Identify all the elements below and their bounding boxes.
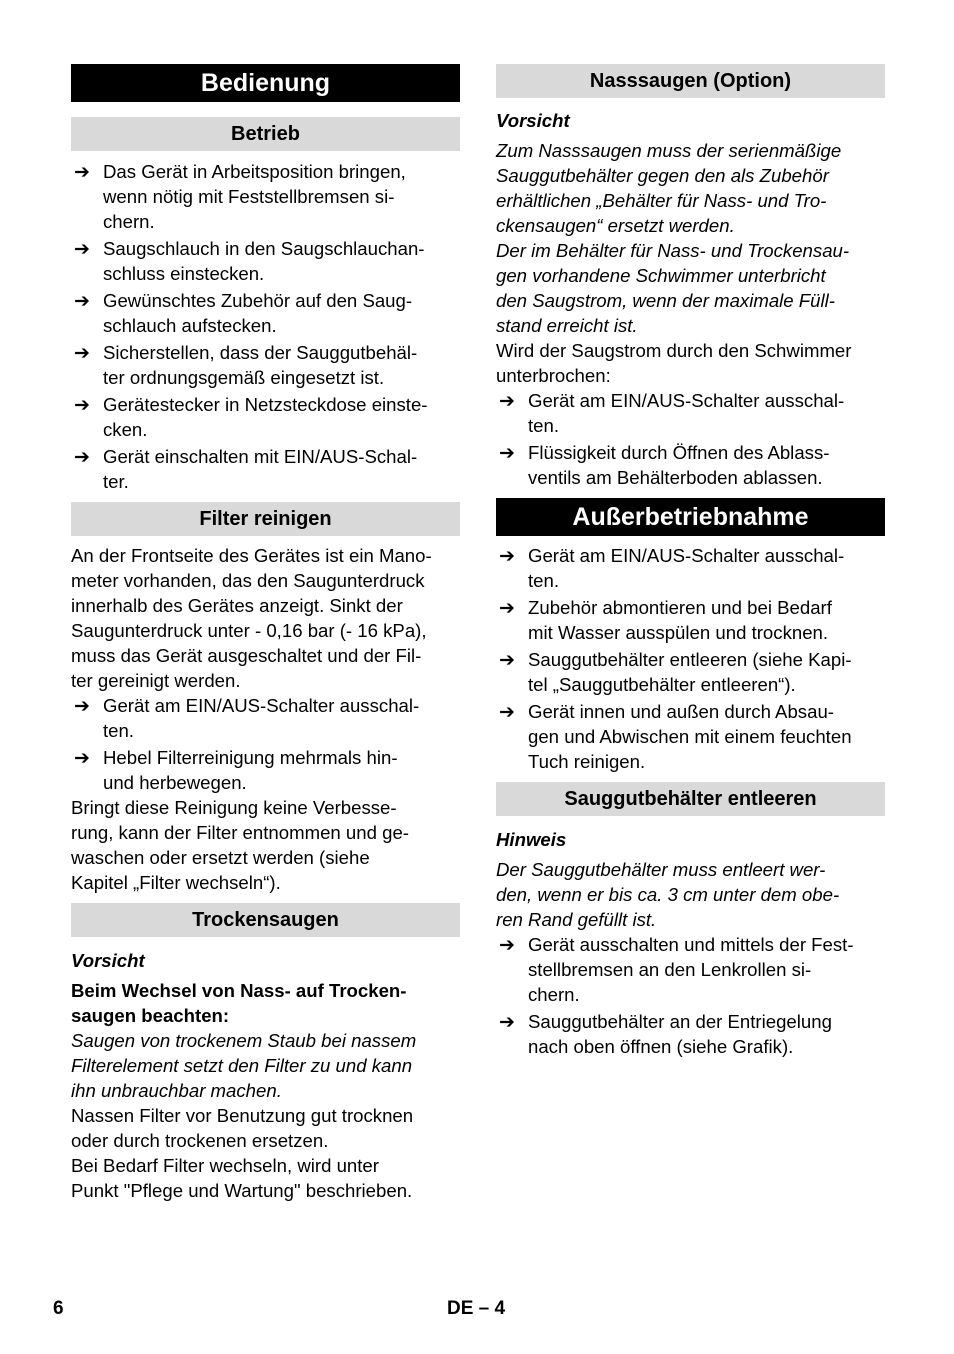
filter-intro: An der Frontseite des Gerätes ist ein Mano- meter vorhanden, das den Saugunterdruck innerhalb des Gerätes anzeigt. Sinkt der Saugunterdruck unter - 0,16 bar (- 16 kPa), muss das Gerät ausgeschaltet und der Fil- ter gereinigt werden. (71, 545, 432, 691)
arrow-right-icon: ➔ (499, 546, 515, 567)
step: ➔ Gerät einschalten mit EIN/AUS-Schal- ter. (74, 446, 418, 492)
arrow-right-icon: ➔ (499, 935, 515, 956)
right-column (496, 64, 885, 1059)
filter-steps (71, 693, 460, 795)
nass-italic-2: Der im Behälter für Nass- und Trockensau- gen vorhandene Schwimmer unterbricht den Saugstrom, wenn der maximale Füll- stand erreicht ist. (496, 240, 850, 336)
page-number: 6 (53, 1298, 64, 1319)
step: ➔ Gerät innen und außen durch Absau- gen und Abwischen mit einem feuchten Tuch reinigen. (499, 701, 852, 772)
heading-nasssaugen: Nasssaugen (Option) (496, 64, 885, 98)
caution-label: Vorsicht (71, 950, 145, 971)
entleeren-steps (496, 932, 885, 1059)
arrow-right-icon: ➔ (74, 447, 90, 468)
ausser-steps (496, 543, 885, 774)
caution-label: Vorsicht (496, 110, 570, 131)
arrow-right-icon: ➔ (499, 1012, 515, 1033)
heading-filter-reinigen: Filter reinigen (71, 502, 460, 536)
arrow-right-icon: ➔ (74, 343, 90, 364)
step: ➔ Gerätestecker in Netzsteckdose einste- cken. (74, 394, 428, 440)
arrow-right-icon: ➔ (74, 162, 90, 183)
step: ➔ Das Gerät in Arbeitsposition bringen, wenn nötig mit Feststellbremsen si- chern. (74, 161, 406, 232)
step: ➔ Sauggutbehälter entleeren (siehe Kapi- tel „Sauggutbehälter entleeren“). (499, 649, 852, 695)
trocken-paragraph-2: Bei Bedarf Filter wechseln, wird unter Punkt "Pflege und Wartung" beschrieben. (71, 1155, 413, 1201)
heading-betrieb: Betrieb (71, 117, 460, 151)
trocken-bold-note: Beim Wechsel von Nass- auf Trocken- saugen beachten: (71, 980, 407, 1026)
nass-paragraph: Wird der Saugstrom durch den Schwimmer unterbrochen: (496, 340, 852, 386)
nass-italic-1: Zum Nasssaugen muss der serienmäßige Sauggutbehälter gegen den als Zubehör erhältlichen „Behälter für Nass- und Tro- ckensaugen“ ersetzt werden. (496, 140, 842, 236)
step: ➔ Saugschlauch in den Saugschlauchan- schluss einstecken. (74, 238, 425, 284)
arrow-right-icon: ➔ (499, 650, 515, 671)
step: ➔ Sauggutbehälter an der Entriegelung nach oben öffnen (siehe Grafik). (499, 1011, 832, 1057)
arrow-right-icon: ➔ (499, 391, 515, 412)
step: ➔ Gerät ausschalten und mittels der Fest- stellbremsen an den Lenkrollen si- chern. (499, 934, 854, 1005)
heading-sauggutbehaelter-entleeren: Sauggutbehälter entleeren (496, 782, 885, 816)
step: ➔ Gerät am EIN/AUS-Schalter ausschal- ten. (74, 695, 420, 741)
step: ➔ Hebel Filterreinigung mehrmals hin- und herbewegen. (74, 747, 398, 793)
left-column (71, 64, 460, 1203)
arrow-right-icon: ➔ (499, 443, 515, 464)
arrow-right-icon: ➔ (74, 239, 90, 260)
footer-language-page: DE – 4 (447, 1298, 506, 1319)
betrieb-steps (71, 159, 460, 494)
arrow-right-icon: ➔ (74, 395, 90, 416)
step: ➔ Gewünschtes Zubehör auf den Saug- schlauch aufstecken. (74, 290, 413, 336)
heading-trockensaugen: Trockensaugen (71, 903, 460, 937)
trocken-paragraph-1: Nassen Filter vor Benutzung gut trocknen oder durch trockenen ersetzen. (71, 1105, 414, 1151)
arrow-right-icon: ➔ (499, 598, 515, 619)
section-title-bedienung: Bedienung (71, 64, 460, 102)
arrow-right-icon: ➔ (74, 748, 90, 769)
step: ➔ Gerät am EIN/AUS-Schalter ausschal- ten. (499, 545, 845, 591)
arrow-right-icon: ➔ (74, 696, 90, 717)
step: ➔ Zubehör abmontieren und bei Bedarf mit Wasser ausspülen und trocknen. (499, 597, 832, 643)
arrow-right-icon: ➔ (74, 291, 90, 312)
entleeren-italic: Der Sauggutbehälter muss entleert wer- den, wenn er bis ca. 3 cm unter dem obe- ren Rand gefüllt ist. (496, 859, 840, 930)
trocken-italic-note: Saugen von trockenem Staub bei nassem Filterelement setzt den Filter zu und kann ihn unbrauchbar machen. (71, 1030, 417, 1101)
arrow-right-icon: ➔ (499, 702, 515, 723)
step: ➔ Gerät am EIN/AUS-Schalter ausschal- ten. (499, 390, 845, 436)
filter-outro: Bringt diese Reinigung keine Verbesse- rung, kann der Filter entnommen und ge- waschen oder ersetzt werden (siehe Kapitel „Filter wechseln“). (71, 797, 409, 893)
nass-steps (496, 388, 885, 490)
note-label: Hinweis (496, 829, 567, 850)
step: ➔ Flüssigkeit durch Öffnen des Ablass- ventils am Behälterboden ablassen. (499, 442, 830, 488)
section-title-ausserbetriebnahme: Außerbetriebnahme (496, 498, 885, 536)
step: ➔ Sicherstellen, dass der Sauggutbehäl- ter ordnungsgemäß eingesetzt ist. (74, 342, 418, 388)
